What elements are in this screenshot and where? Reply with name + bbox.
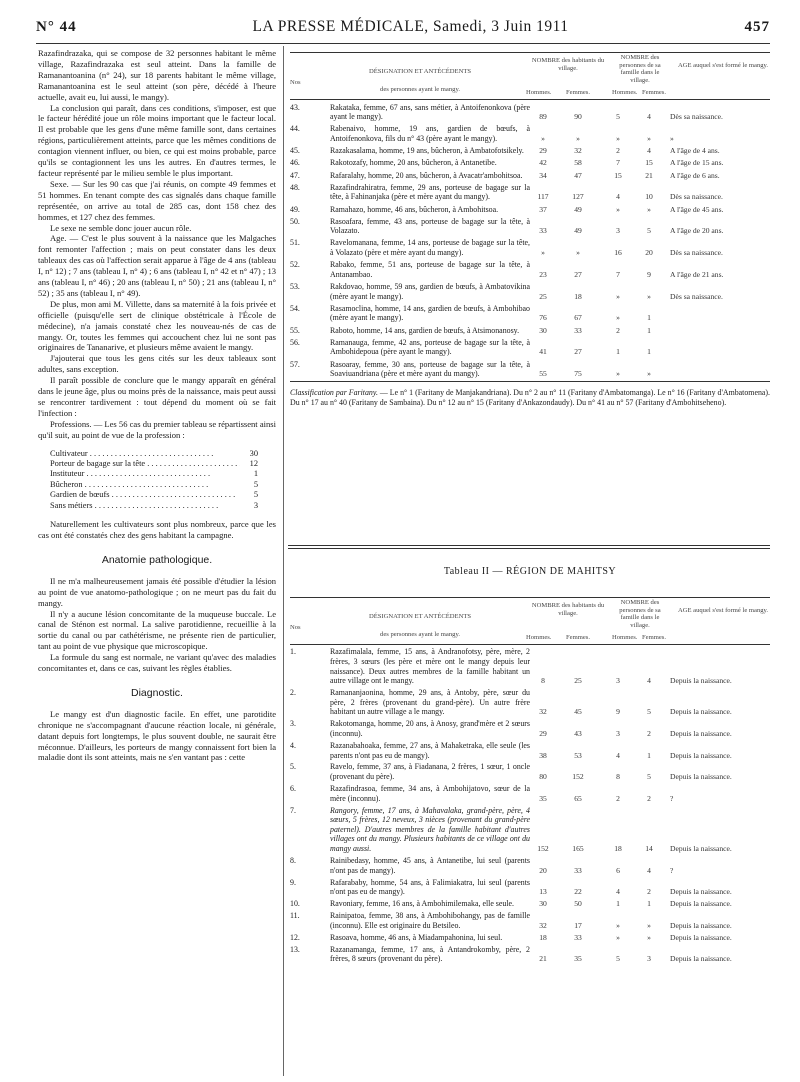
village-women: 33 [574, 932, 582, 942]
paragraph: Razafindrazaka, qui se compose de 32 personnes habitant le même village, Razafindrazaka est seul atteint. Dans la famille de Ramanantoanina (n° 24), sur 18 parents habitant le même village, Ramanantoanina est le seul atteint (son père, décédé à l'heure actuelle, avait eu, lui aussi, le mangy). [38, 48, 276, 102]
header-men: Hommes. [612, 89, 638, 96]
header-designation: DÉSIGNATION ET ANTÉCÉDENTS [368, 613, 472, 620]
paragraph: Le sexe ne semble donc jouer aucun rôle. [50, 222, 192, 233]
header-age: AGE auquel s'est formé le mangy. [677, 607, 769, 614]
occupation-label: Gardien de bœufs . . . [50, 490, 240, 500]
age-onset: Depuis la naissance. [670, 728, 732, 738]
family-men: 5 [616, 954, 620, 964]
family-women: 2 [647, 728, 651, 738]
village-women: » [576, 248, 580, 258]
age-onset: Dès sa naissance. [670, 291, 723, 301]
row-number: 5. [290, 762, 296, 772]
village-women: 33 [574, 325, 582, 335]
family-men: 8 [616, 772, 620, 782]
row-number: 8. [290, 856, 296, 865]
header-women: Femmes. [566, 89, 590, 96]
village-women: 49 [574, 226, 582, 236]
village-women: 27 [574, 269, 582, 279]
village-men: 30 [539, 899, 547, 909]
age-onset: A l'âge de 6 ans. [670, 170, 720, 180]
family-women: 2 [647, 793, 651, 803]
village-men: 23 [539, 269, 547, 279]
table-2 [290, 597, 770, 964]
village-men: 80 [539, 772, 547, 782]
village-men: 42 [539, 158, 547, 168]
row-number: 45. [290, 146, 300, 156]
age-onset: Depuis la naissance. [670, 899, 732, 909]
header-designation: DÉSIGNATION ET ANTÉCÉDENTS [368, 68, 472, 75]
header-women: Femmes. [642, 89, 666, 96]
family-men: 9 [616, 707, 620, 717]
classification-text: — Le n° 1 (Faritany de Manjakandriana). Du n° 2 au n° 11 (Faritany d'Ambatomanga). Le n° 16 (Faritany d'Ambatomena). Du n° 17 au n° 40 (Faritany de Sambaina). Du n° 12 au n° 15 (Faritany d'Ankazondaudy). Du n° 41 au n° 57 (Faritany d'Ambohitseheno). [290, 387, 770, 407]
village-men: 35 [539, 793, 547, 803]
classification-label: Classification par Faritany. [290, 387, 378, 397]
village-men: 25 [539, 291, 547, 301]
village-women: » [576, 133, 580, 143]
table-row [290, 806, 770, 854]
row-description: Razafindrasoa, femme, 34 ans, à Ambohijatovo, sœur de la mère (inconnu). [330, 784, 530, 803]
header-village-count: NOMBRE des habitants du village. [531, 602, 605, 617]
row-number: 57. [290, 359, 300, 369]
village-men: » [541, 133, 545, 143]
village-men: 32 [539, 920, 547, 930]
age-onset: A l'âge de 20 ans. [670, 226, 724, 236]
village-women: 152 [572, 772, 584, 782]
row-description: Rasoafara, femme, 43 ans, porteuse de bagage sur la tête, à Volazato. [330, 216, 530, 236]
family-men: 5 [616, 112, 620, 122]
family-men: » [616, 920, 620, 930]
age-onset: Dès sa naissance. [670, 248, 723, 258]
header-men: Hommes. [612, 634, 638, 641]
village-men: 8 [541, 676, 545, 686]
table-header [290, 52, 770, 100]
village-women: 58 [574, 158, 582, 168]
family-women: 1 [647, 750, 651, 760]
page-number: 457 [744, 19, 770, 35]
row-number: 10. [290, 899, 300, 909]
village-men: 152 [537, 844, 549, 854]
occupation-label: Bûcheron . . . [50, 480, 240, 490]
family-women: 1 [647, 313, 651, 323]
family-men: » [616, 133, 620, 143]
row-number: 54. [290, 303, 300, 313]
occupation-label: Instituteur . . . [50, 469, 240, 479]
row-description: Rabako, femme, 51 ans, porteuse de bagage sur la tête, à Antanambao. [330, 260, 530, 279]
village-women: 75 [574, 369, 582, 379]
age-onset: » [670, 133, 674, 143]
row-description: Rangory, femme, 17 ans, à Mahavalaka, grand-père, père, 4 sœurs, 5 frères, 12 neveux, 3 nièces (provenant du grand-père paternel). D'autres membres de la famille habitant d'autres villages ont du mangy. Plusieurs habitants de ce village ont du mangy aussi. [330, 805, 530, 854]
header-no: Nos [290, 79, 301, 86]
header-designation-sub: des personnes ayant le mangy. [380, 631, 460, 638]
row-number: 6. [290, 784, 296, 794]
row-number: 1. [290, 647, 296, 657]
age-onset: Depuis la naissance. [670, 707, 732, 717]
table-row [290, 158, 770, 168]
table-row [290, 360, 770, 379]
row-number: 3. [290, 719, 296, 729]
village-men: 32 [539, 707, 547, 717]
table-row [290, 688, 770, 717]
village-women: 49 [574, 204, 582, 214]
village-men: 29 [539, 146, 547, 156]
age-onset: Depuis la naissance. [670, 772, 732, 782]
occupation-row [50, 490, 258, 500]
row-number: 7. [290, 805, 296, 815]
paragraph: J'ajouterai que tous les gens cités sur les deux tableaux sont adultes, sans exception. [38, 353, 276, 375]
header-women: Femmes. [566, 634, 590, 641]
table-row [290, 899, 770, 909]
row-description: Ravoniary, femme, 16 ans, à Ambohimilemaka, elle seule. [330, 899, 514, 909]
occupation-count: 30 [240, 449, 258, 459]
paragraph: Age. — C'est le plus souvent à la naissance que les Malgaches font remonter l'affection ; mais on peut constater dans les deux tableaux des cas où l'affection serait apparue à l'âge de 4 ans (tableau I, n° 12) ; 7 ans (tableau I, n° 4) ; 6 ans (tableau I, n° 42 et n° 47) ; 13 ans (tableau I, n° 46) ; 20 ans (tableau I, n° 50) ; 21 ans (tableau I, n° 52) ; 35 ans (tableau I, n° 49). [38, 233, 276, 298]
row-description: Rakotomanga, homme, 20 ans, à Anosy, grand'mère et 2 sœurs (inconnu). [330, 719, 530, 738]
village-women: 47 [574, 170, 582, 180]
village-women: 43 [574, 728, 582, 738]
village-men: 33 [539, 226, 547, 236]
paragraph: Il paraît possible de conclure que le mangy apparaît en général dans le jeune âge, plus ou moins près de la naissance, mais peut aussi se rencontrer tardivement : tout dépend du moment où se fait l'infection : [38, 375, 276, 418]
row-description: Rasoaray, femme, 30 ans, porteuse de bagage sur la tête, à Soaviuandriana (père et mère ayant du mangy). [330, 359, 530, 379]
table-row [290, 878, 770, 897]
row-description: Ramanauga, femme, 42 ans, porteuse de bagage sur la tête, à Ambohidepoua (père ayant le mangy). [330, 337, 530, 357]
age-onset: Depuis la naissance. [670, 750, 732, 760]
village-women: 90 [574, 112, 582, 122]
row-description: Razanabahoaka, femme, 27 ans, à Mahaketraka, elle seule (les parents n'ont pas eu de mangy). [330, 740, 530, 760]
row-number: 2. [290, 688, 296, 698]
village-men: 41 [539, 347, 547, 357]
occupation-row [50, 469, 258, 479]
row-number: 48. [290, 182, 300, 192]
family-men: » [616, 204, 620, 214]
table-row [290, 338, 770, 357]
age-onset: Depuis la naissance. [670, 932, 732, 942]
family-men: 3 [616, 728, 620, 738]
table-row [290, 647, 770, 685]
family-women: 4 [647, 146, 651, 156]
village-men: 117 [537, 192, 549, 202]
age-onset: Depuis la naissance. [670, 844, 732, 854]
table-header [290, 597, 770, 645]
village-men: 37 [539, 204, 547, 214]
age-onset: Depuis la naissance. [670, 920, 732, 930]
village-men: » [541, 248, 545, 258]
family-women: » [647, 204, 651, 214]
occupation-row [50, 459, 258, 469]
row-number: 4. [290, 740, 296, 750]
occupation-count: 3 [240, 501, 258, 511]
table-1 [290, 52, 770, 407]
paragraph: La formule du sang est normale, ne variant qu'avec des maladies concomitantes et, dans ce cas, suivant les règles établies. [38, 652, 276, 674]
family-women: 5 [647, 772, 651, 782]
header-age: AGE auquel s'est formé le mangy. [677, 62, 769, 69]
family-women: 4 [647, 676, 651, 686]
family-women: » [647, 291, 651, 301]
village-men: 38 [539, 750, 547, 760]
age-onset: A l'âge de 21 ans. [670, 269, 724, 279]
table-separator [288, 545, 770, 549]
village-men: 18 [539, 932, 547, 942]
table-row [290, 146, 770, 156]
family-men: 2 [616, 325, 620, 335]
village-women: 65 [574, 793, 582, 803]
row-description: Rakotozafy, homme, 20 ans, bûcheron, à Antanetibe. [330, 158, 497, 168]
row-description: Ramananjaonina, homme, 29 ans, à Antoby, père, sœur du père, 2 frères (provenant du grand-père). Un autre frère habitant un autre village a le mangy. [330, 688, 530, 717]
family-men: 16 [614, 248, 622, 258]
row-description: Rainibedasy, homme, 45 ans, à Antanetibe, lui seul (parents n'ont pas de mangy). [330, 856, 530, 875]
row-description: Razafindrahiratra, femme, 29 ans, porteuse de bagage sur la tête, à Fahinanjaka (père et mère ayant du mangy). [330, 182, 530, 202]
family-men: 18 [614, 844, 622, 854]
table-row [290, 945, 770, 964]
paragraph: Il ne m'a malheureusement jamais été possible d'étudier la lésion au point de vue anatomo-pathologique ; on ne meurt pas du fait du mangy. [38, 575, 276, 608]
age-onset: A l'âge de 15 ans. [670, 158, 724, 168]
paragraph: Professions. — Les 56 cas du premier tableau se répartissent ainsi qu'il suit, au point de vue de la profession : [38, 418, 276, 440]
family-women: » [647, 369, 651, 379]
village-men: 29 [539, 728, 547, 738]
header-family-count: NOMBRE des personnes de sa famille dans le village. [619, 54, 661, 84]
family-men: 1 [616, 899, 620, 909]
row-description: Raboto, homme, 14 ans, gardien de bœufs, à Atsimonanosy. [330, 325, 520, 335]
family-women: 20 [645, 248, 653, 258]
paragraph: Naturellement les cultivateurs sont plus nombreux, parce que les cas ont été constatés chez des gens habitant la campagne. [38, 519, 276, 540]
family-women: » [647, 932, 651, 942]
age-onset: Dès sa naissance. [670, 112, 723, 122]
family-men: 7 [616, 269, 620, 279]
village-women: 18 [574, 291, 582, 301]
column-divider [283, 46, 284, 1076]
paragraph: Le mangy est d'un diagnostic facile. En effet, une parotidite chronique ne s'accompagnant d'aucune réaction locale, ni générale, datant depuis fort longtemps, le plus souvent double, ne saurait être méconnue. D'ailleurs, les porteurs de mangy connaissent fort bien la maladie dont ils sont atteints, mais ne s'en vantant pas : cette [38, 708, 276, 763]
family-men: 2 [616, 793, 620, 803]
family-men: 4 [616, 887, 620, 897]
village-men: 89 [539, 112, 547, 122]
family-men: 4 [616, 192, 620, 202]
row-number: 11. [290, 911, 300, 921]
row-description: Rainipatoa, femme, 38 ans, à Ambohibohangy, pas de famille (inconnu). Elle est originaire du Betsileo. [330, 911, 530, 930]
occupation-count: 1 [240, 469, 258, 479]
table-row [290, 171, 770, 181]
header-rule [36, 43, 770, 44]
village-women: 32 [574, 146, 582, 156]
header-men: Hommes. [526, 634, 552, 641]
journal-title: LA PRESSE MÉDICALE, Samedi, 3 Juin 1911 [252, 18, 569, 35]
family-women: 9 [647, 269, 651, 279]
header-men: Hommes. [526, 89, 552, 96]
family-women: 5 [647, 707, 651, 717]
occupation-row [50, 501, 258, 511]
header-women: Femmes. [642, 634, 666, 641]
age-onset: ? [670, 793, 674, 803]
family-men: 4 [616, 750, 620, 760]
family-men: » [616, 369, 620, 379]
family-women: » [647, 920, 651, 930]
table-row [290, 933, 770, 943]
row-number: 55. [290, 325, 300, 335]
occupation-list [50, 449, 258, 511]
family-women: 15 [645, 158, 653, 168]
row-number: 43. [290, 102, 300, 112]
age-onset: Depuis la naissance. [670, 954, 732, 964]
table-row [290, 856, 770, 875]
family-men: 7 [616, 158, 620, 168]
row-number: 56. [290, 337, 300, 347]
header-no: Nos [290, 624, 301, 631]
village-women: 27 [574, 347, 582, 357]
family-men: 2 [616, 146, 620, 156]
issue-number: N° 44 [36, 19, 77, 35]
family-women: » [647, 133, 651, 143]
table-row [290, 784, 770, 803]
family-men: 3 [616, 226, 620, 236]
family-women: 10 [645, 192, 653, 202]
occupation-label: Cultivateur . . . [50, 449, 240, 459]
row-description: Rafaralahy, homme, 20 ans, bûcheron, à Avacatr'ambohitsoa. [330, 170, 523, 180]
table-row [290, 719, 770, 738]
occupation-count: 5 [240, 480, 258, 490]
family-women: 14 [645, 844, 653, 854]
village-women: 33 [574, 865, 582, 875]
paragraph: De plus, mon ami M. Villette, dans sa maternité à la fois privée et officielle (puisqu'elle sert de clinique obstétricale à l'École de médecine), n'a jamais constaté chez les nouveau-nés de cas de mangy. Or, toutes les femmes qui accouchent chez lui ne sont pas originaires de Tananarive, et plusieurs même avaient le mangy. [38, 298, 276, 353]
row-description: Rafarababy, homme, 54 ans, à Falimiakatra, lui seul (parents n'ont pas eu de mangy). [330, 877, 530, 897]
table-row [290, 238, 770, 257]
row-number: 53. [290, 282, 300, 292]
village-women: 50 [574, 899, 582, 909]
village-men: 30 [539, 325, 547, 335]
family-men: 15 [614, 170, 622, 180]
age-onset: ? [670, 865, 674, 875]
family-men: 1 [616, 347, 620, 357]
family-women: 2 [647, 887, 651, 897]
row-description: Rabenaivo, homme, 19 ans, gardien de bœufs, à Antoifenonkova, fils du n° 43 (père ayant le mangy). [330, 124, 530, 143]
section-title: Anatomie pathologique. [101, 553, 213, 566]
table-row [290, 304, 770, 323]
header-designation-sub: des personnes ayant le mangy. [380, 86, 460, 93]
occupation-label: Porteur de bagage sur la tête . . . [50, 459, 240, 469]
classification-note [290, 388, 770, 408]
family-women: 5 [647, 226, 651, 236]
village-men: 34 [539, 170, 547, 180]
family-women: 4 [647, 112, 651, 122]
row-description: Rakdovao, homme, 59 ans, gardien de bœufs, à Ambatovikina (mère ayant le mangy). [330, 282, 530, 301]
occupation-row [50, 449, 258, 459]
row-description: Rasamoclina, homme, 14 ans, gardien de bœufs, à Ambohibao (mère ayant le mangy). [330, 303, 530, 323]
table-row [290, 103, 770, 122]
family-women: 1 [647, 347, 651, 357]
table-row [290, 282, 770, 301]
village-women: 127 [572, 192, 584, 202]
table-row [290, 741, 770, 760]
table-row [290, 124, 770, 143]
village-men: 20 [539, 865, 547, 875]
village-women: 53 [574, 750, 582, 760]
paragraph: Il n'y a aucune lésion concomitante de la muqueuse buccale. Le canal de Sténon est normal. La salive parotidienne, recueillie à la sortie du canal ou par cathétérisme, ne présente rien de particulier, tant au point de vue physique que microscopique. [38, 608, 276, 652]
table-row [290, 260, 770, 279]
table-2-title: Tableau II — RÉGION DE MAHITSY [443, 566, 617, 577]
row-number: 49. [290, 204, 300, 214]
family-women: 1 [647, 899, 651, 909]
village-men: 55 [539, 369, 547, 379]
row-description: Razafimalala, femme, 15 ans, à Andranofotsy, père, mère, 2 frères, 3 sœurs (les père et mère ont le mangy depuis leur naissance). Deux autres membres de la famille habitant un autre village ont le mangy. [330, 647, 530, 686]
family-women: 21 [645, 170, 653, 180]
row-description: Razanamanga, femme, 17 ans, à Antandrokomby, père, 2 frères, 8 sœurs (provenant du père). [330, 944, 530, 964]
table-row [290, 183, 770, 202]
family-men: 3 [616, 676, 620, 686]
village-men: 13 [539, 887, 547, 897]
header-village-count: NOMBRE des habitants du village. [531, 57, 605, 72]
family-women: 4 [647, 865, 651, 875]
occupation-row [50, 480, 258, 490]
table-row [290, 217, 770, 236]
table-row [290, 762, 770, 781]
row-number: 13. [290, 944, 300, 954]
family-men: » [616, 313, 620, 323]
row-number: 44. [290, 124, 300, 134]
row-number: 51. [290, 238, 300, 248]
age-onset: Depuis la naissance. [670, 887, 732, 897]
family-women: 1 [647, 325, 651, 335]
table-row [290, 911, 770, 930]
village-women: 165 [572, 844, 584, 854]
row-description: Rasoava, homme, 46 ans, à Miadampahonina, lui seul. [330, 932, 503, 942]
row-description: Ravelo, femme, 37 ans, à Fiadanana, 2 frères, 1 sœur, 1 oncle (provenant du père). [330, 762, 530, 782]
age-onset: Dès sa naissance. [670, 192, 723, 202]
section-title: Diagnostic. [131, 686, 183, 699]
village-women: 25 [574, 676, 582, 686]
family-men: » [616, 932, 620, 942]
paragraph: Sexe. — Sur les 90 cas que j'ai réunis, on compte 49 femmes et 51 hommes. En tenant compte des cas signalés dans chaque famille représentée, on arrive au total de 285 cas, dont 158 chez des hommes, et 127 chez des femmes. [38, 178, 276, 222]
row-number: 50. [290, 216, 300, 226]
row-number: 52. [290, 260, 300, 270]
page-header [36, 18, 770, 40]
row-description: Razakasalama, homme, 19 ans, bûcheron, à Ambatofotsikely. [330, 146, 524, 156]
table-row [290, 205, 770, 215]
family-women: 3 [647, 954, 651, 964]
row-description: Ravelomanana, femme, 14 ans, porteuse de bagage sur la tête, à Volazato (père et mère ayant du mangy). [330, 238, 530, 258]
village-women: 67 [574, 313, 582, 323]
age-onset: A l'âge de 45 ans. [670, 204, 724, 214]
family-men: 6 [616, 865, 620, 875]
village-women: 45 [574, 707, 582, 717]
age-onset: Depuis la naissance. [670, 676, 732, 686]
table-row [290, 326, 770, 336]
left-column [38, 48, 276, 763]
village-men: 21 [539, 954, 547, 964]
table-bottom-rule [290, 381, 770, 382]
occupation-label: Sans métiers . . . [50, 501, 240, 511]
row-description: Rakataka, femme, 67 ans, sans métier, à Antoifenonkova (père ayant le mangy). [330, 102, 530, 122]
village-women: 35 [574, 954, 582, 964]
row-number: 9. [290, 877, 296, 887]
age-onset: A l'âge de 4 ans. [670, 146, 720, 156]
occupation-count: 12 [240, 459, 258, 469]
header-family-count: NOMBRE des personnes de sa famille dans le village. [619, 599, 661, 629]
village-men: 76 [539, 313, 547, 323]
paragraph: La conclusion qui paraît, dans ces conditions, s'imposer, est que le facteur hérédité joue un rôle moins important que le facteur local. Il est probable que les gens d'une même famille sont, dans certaines régions, particulièrement atteints, parce que les mêmes conditions de contagion viennent influer, ou bien, ce qui est moins probable, parce qu'ils se contagionnent les uns les autres. En d'autres termes, le facteur représenté par le milieu semble le plus important. [38, 102, 276, 178]
row-number: 12. [290, 932, 300, 942]
row-number: 47. [290, 170, 300, 180]
row-number: 46. [290, 158, 300, 168]
row-description: Ramahazo, homme, 46 ans, bûcheron, à Ambohitsoa. [330, 204, 499, 214]
occupation-count: 5 [240, 490, 258, 500]
village-women: 22 [574, 887, 582, 897]
family-men: » [616, 291, 620, 301]
village-women: 17 [574, 920, 582, 930]
